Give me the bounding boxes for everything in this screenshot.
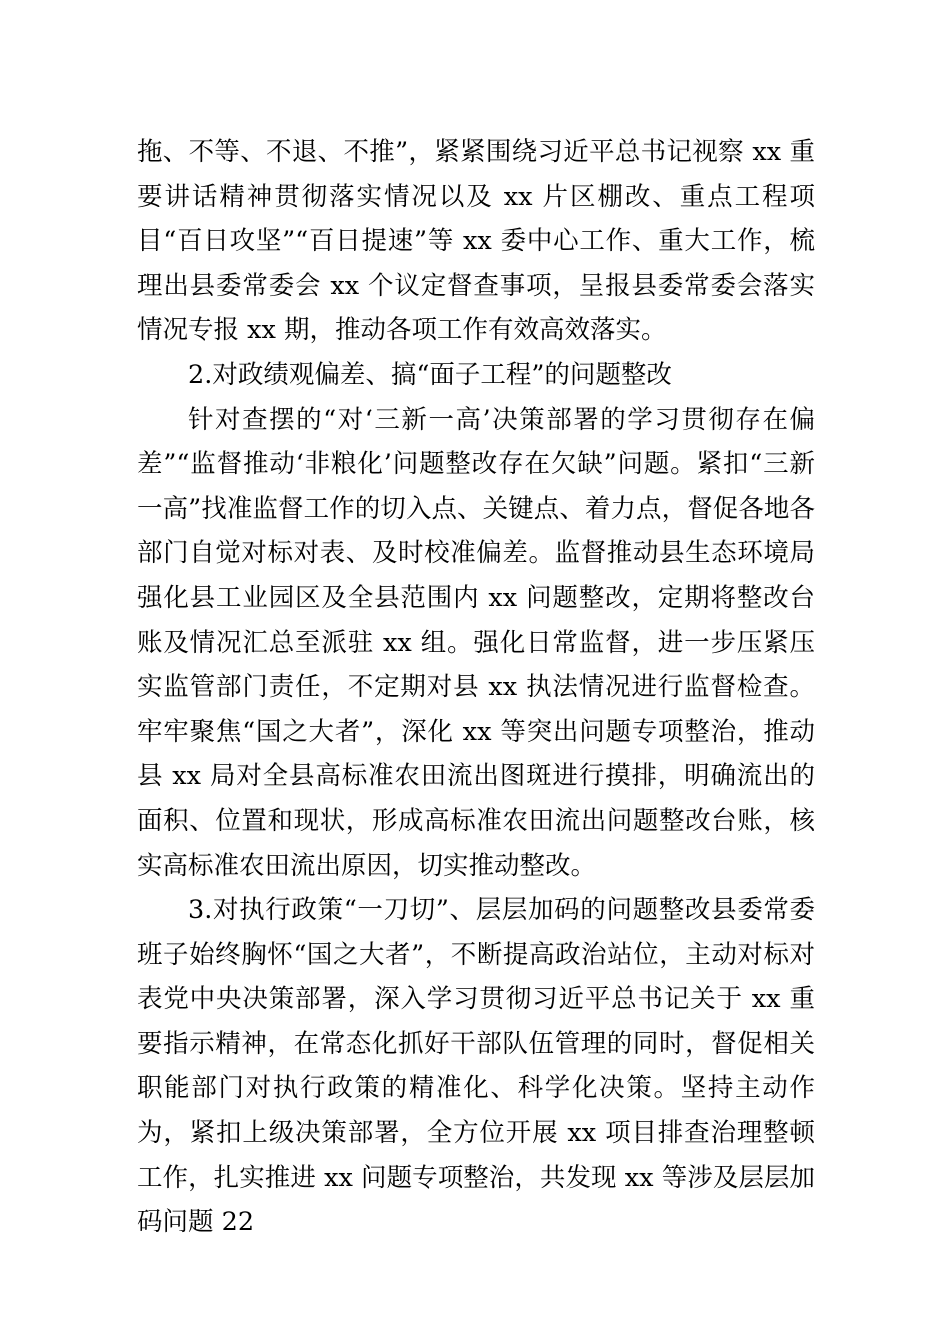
paragraph-section-3: 3.对执行政策“一刀切”、层层加码的问题整改县委常委班子始终胸怀“国之大者”，不断提高政治站位，主动对标对表党中央决策部署，深入学习贯彻习近平总书记关于 xx 重要指示精神，在常态化抓好干部队伍管理的同时，督促相关职能部门对执行政策的精准化、科学化决策。坚持主动作为，紧扣上级决策部署，全方位开展 xx 项目排查治理整顿工作，扎实推进 xx 问题专项整治，共发现 xx 等涉及层层加码问题 22 xyxy=(137,895,815,1238)
document-body xyxy=(137,130,815,1245)
paragraph-continuation: 拖、不等、不退、不推”，紧紧围绕习近平总书记视察 xx 重要讲话精神贯彻落实情况以及 xx 片区棚改、重点工程项目“百日攻坚”“百日提速”等 xx 委中心工作、重大工作，梳理出县委常委会 xx 个议定督查事项，呈报县委常委会落实情况专报 xx 期，推动各项工作有效高效落实。 xyxy=(137,137,815,346)
paragraph-section-2: 针对查摆的“对‘三新一高’决策部署的学习贯彻存在偏差”“监督推动‘非粮化’问题整改存在欠缺”问题。紧扣“三新一高”找准监督工作的切入点、关键点、着力点，督促各地各部门自觉对标对表、及时校准偏差。监督推动县生态环境局强化县工业园区及全县范围内 xx 问题整改，定期将整改台账及情况汇总至派驻 xx 组。强化日常监督，进一步压紧压实监管部门责任，不定期对县 xx 执法情况进行监督检查。牢牢聚焦“国之大者”，深化 xx 等突出问题专项整治，推动县 xx 局对全县高标准农田流出图斑进行摸排，明确流出的面积、位置和现状，形成高标准农田流出问题整改台账，核实高标准农田流出原因，切实推动整改。 xyxy=(137,404,815,881)
section-heading-2: 2.对政绩观偏差、搞“面子工程”的问题整改 xyxy=(188,359,672,390)
